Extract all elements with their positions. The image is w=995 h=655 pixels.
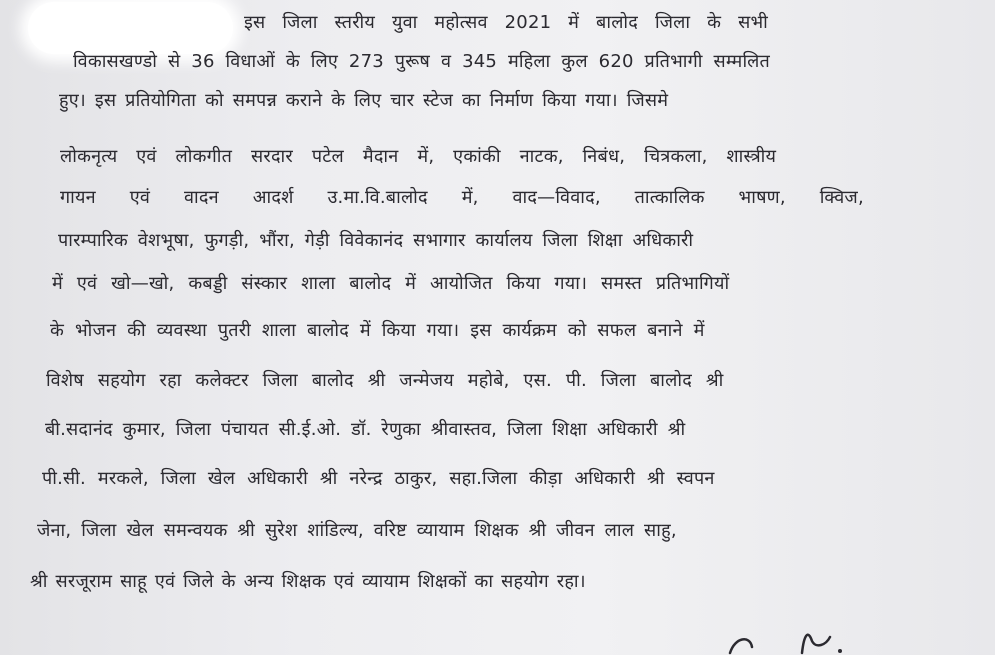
signature-scribble — [690, 615, 890, 655]
text-line-9: विशेष सहयोग रहा कलेक्टर जिला बालोद श्री जन्मेजय महोबे, एस. पी. जिला बालोद श्री — [46, 370, 724, 391]
text-line-2: विकासखण्डो से 36 विधाओं के लिए 273 पुरूष व 345 महिला कुल 620 प्रतिभागी सम्मलित — [73, 51, 770, 72]
text-line-12: जेना, जिला खेल समन्वयक श्री सुरेश शांडिल्य, वरिष्ट व्यायाम शिक्षक श्री जीवन लाल साहु, — [37, 520, 677, 541]
text-line-10: बी.सदानंद कुमार, जिला पंचायत सी.ई.ओ. डॉ. रेणुका श्रीवास्तव, जिला शिक्षा अधिकारी श्री — [45, 419, 686, 440]
text-line-5: गायन एवं वादन आदर्श उ.मा.वि.बालोद में, वाद—विवाद, तात्कालिक भाषण, क्विज, — [60, 187, 864, 208]
text-line-13: श्री सरजूराम साहू एवं जिले के अन्य शिक्षक एवं व्यायाम शिक्षकों का सहयोग रहा। — [30, 571, 586, 592]
text-line-1: इस जिला स्तरीय युवा महोत्सव 2021 में बालोद जिला के सभी — [244, 12, 768, 33]
text-line-3: हुए। इस प्रतियोगिता को समपन्न कराने के लिए चार स्टेज का निर्माण किया गया। जिसमे — [59, 90, 669, 111]
text-line-4: लोकनृत्य एवं लोकगीत सरदार पटेल मैदान में, एकांकी नाटक, निबंध, चित्रकला, शास्त्रीय — [60, 146, 777, 167]
text-line-6: पारम्पारिक वेशभूषा, फुगड़ी, भौंरा, गेड़ी विवेकानंद सभागार कार्यालय जिला शिक्षा अधिकारी — [58, 230, 694, 251]
text-line-8: के भोजन की व्यवस्था पुतरी शाला बालोद में किया गया। इस कार्यक्रम को सफल बनाने में — [50, 320, 705, 341]
text-line-11: पी.सी. मरकले, जिला खेल अधिकारी श्री नरेन्द्र ठाकुर, सहा.जिला कीड़ा अधिकारी श्री स्वपन — [42, 468, 715, 489]
text-line-7: में एवं खो—खो, कबड्डी संस्कार शाला बालोद में आयोजित किया गया। समस्त प्रतिभागियों — [52, 273, 730, 294]
